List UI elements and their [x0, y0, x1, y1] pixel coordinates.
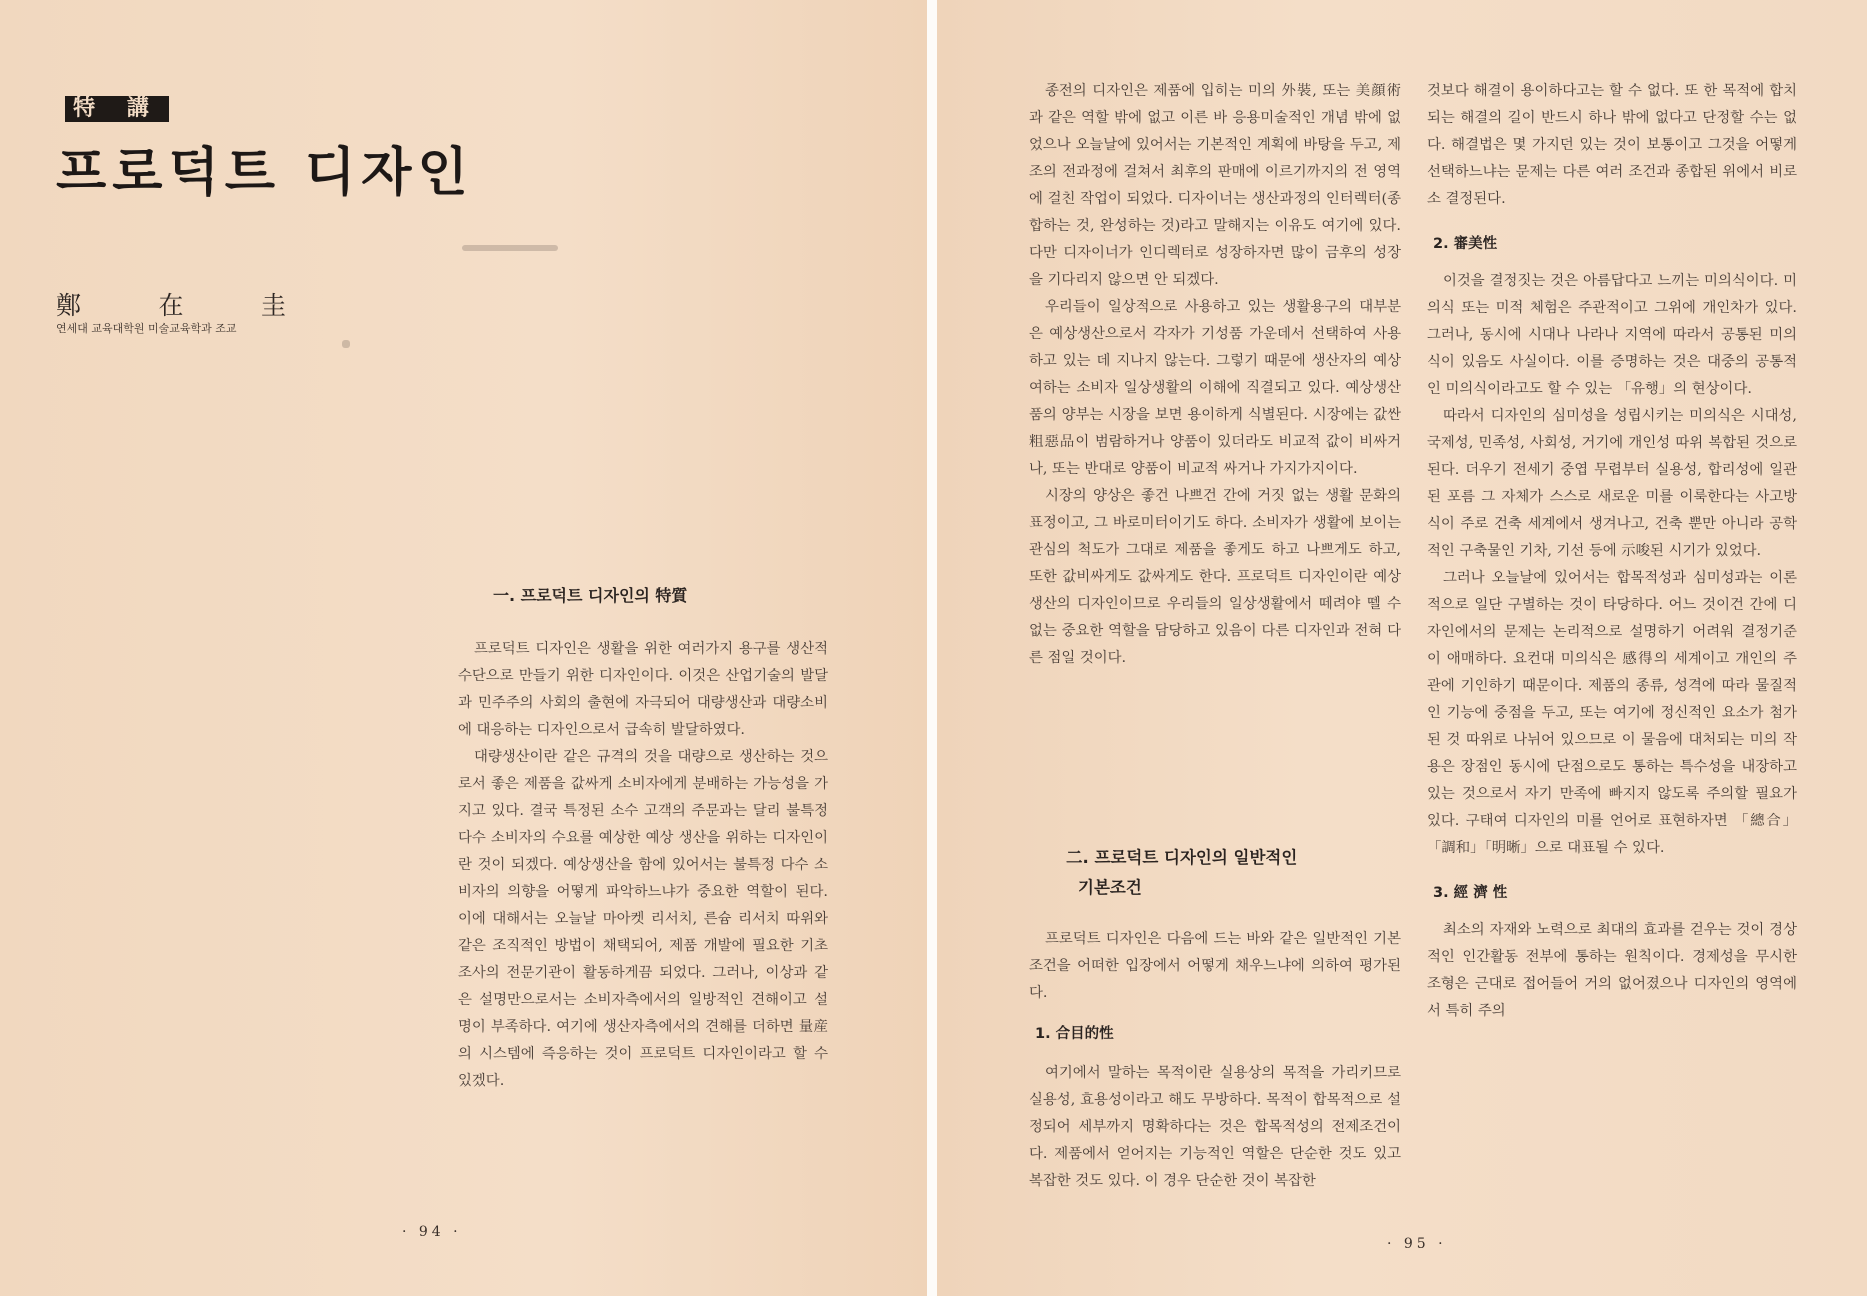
right-column-2 — [1427, 78, 1797, 1025]
subsection-heading: 2. 審美性 — [1433, 236, 1498, 252]
paragraph: 종전의 디자인은 제품에 입히는 미의 外裝, 또는 美顔術과 같은 역할 밖에 없고 이른 바 응용미술적인 개념 밖에 없었으나 오늘날에 있어서는 기본적인 계획에 바탕을 두고, 제조의 전과정에 걸쳐서 최후의 판매에 이르기까지의 전 영역에 걸친 작업이 되었다. 디자이너는 생산과정의 인터렉터(종합하는 것, 완성하는 것)라고 말해지는 이유도 여기에 있다. 다만 디자이너가 인디렉터로 성장하자면 많이 금후의 성장을 기다리지 않으면 안 되겠다. — [1029, 83, 1401, 288]
left-page — [0, 0, 927, 1296]
author-char: 鄭 — [56, 291, 82, 320]
right-page — [937, 0, 1867, 1296]
section-heading-line: 기본조건 — [1078, 878, 1142, 897]
print-smudge — [462, 245, 558, 251]
book-gutter — [927, 0, 937, 1296]
right-column-1-lower — [1029, 926, 1401, 1195]
paragraph: 우리들이 일상적으로 사용하고 있는 생활용구의 대부분은 예상생산으로서 각자가 기성품 가운데서 선택하여 사용하고 있는 데 지나지 않는다. 그렇기 때문에 생산자의 예상 여하는 소비자 일상생활의 이해에 직결되고 있다. 예상생산품의 양부는 시장을 보면 용이하게 식별된다. 시장에는 값싼 粗惡品이 범람하거나 양품이 있더라도 비교적 값이 비싸거나, 또는 반대로 양품이 비교적 싸거나 가지가지이다. — [1029, 299, 1401, 477]
section-heading-line: 二. 프로덕트 디자인의 일반적인 — [1066, 848, 1298, 867]
right-column-1 — [1029, 78, 1401, 672]
subsection-heading: 1. 合目的性 — [1035, 1026, 1114, 1042]
author-char: 圭 — [260, 291, 286, 320]
paragraph: 것보다 해결이 용이하다고는 할 수 없다. 또 한 목적에 합치되는 해결의 길이 반드시 하나 밖에 없다고 단정할 수는 없다. 해결법은 몇 가지던 있는 것이 보통이고 그것을 어떻게 선택하느냐는 문제는 다른 여러 조건과 종합된 위에서 비로소 결정된다. — [1427, 83, 1797, 207]
paragraph: 프로덕트 디자인은 다음에 드는 바와 같은 일반적인 기본조건을 어떠한 입장에서 어떻게 채우느냐에 의하여 평가된다. — [1029, 931, 1401, 1001]
print-smudge — [342, 340, 350, 348]
section-heading — [1066, 843, 1297, 903]
paragraph: 이것을 결정짓는 것은 아름답다고 느끼는 미의식이다. 미의식 또는 미적 체험은 주관적이고 그위에 개인차가 있다. 그러나, 동시에 시대나 나라나 지역에 따라서 공통된 미의식이 있음도 사실이다. 이를 증명하는 것은 대중의 공통적인 미의식이라고도 할 수 있는 「유행」의 현상이다. — [1427, 273, 1797, 397]
paragraph: 따라서 디자인의 심미성을 성립시키는 미의식은 시대성, 국제성, 민족성, 사회성, 거기에 개인성 따위 복합된 것으로 된다. 더우기 전세기 중엽 무렵부터 실용성, 합리성에 일관된 포름 그 자체가 스스로 새로운 미를 이룩한다는 사고방식이 주로 건축 세계에서 생겨나고, 건축 뿐만 아니라 공학적인 구축물인 기차, 기선 등에 示唆된 시기가 있었다. — [1427, 408, 1797, 559]
paragraph: 그러나 오늘날에 있어서는 합목적성과 심미성과는 이론적으로 일단 구별하는 것이 타당하다. 어느 것이건 간에 디자인에서의 문제는 논리적으로 설명하기 어려워 결정기준이 애매하다. 요컨대 미의식은 感得의 세계이고 개인의 주관에 기인하기 때문이다. 제품의 종류, 성격에 따라 물질적인 기능에 중점을 두고, 또는 여기에 정신적인 요소가 첨가된 것 따위로 나뉘어 있으므로 이 물음에 대처되는 미의 작용은 장점인 동시에 단점으로도 통하는 특수성을 내장하고 있는 것으로서 자기 만족에 빠지지 않도록 주의할 필요가 있다. 구태여 디자인의 미를 언어로 표현하자면 「總合」「調和」「明晰」으로 대표될 수 있다. — [1427, 570, 1797, 856]
page-number: · 95 · — [1387, 1236, 1447, 1252]
article-title: 프로덕트 디자인 — [56, 143, 474, 203]
special-lecture-badge: 特 講 — [65, 96, 169, 122]
paragraph: 여기에서 말하는 목적이란 실용상의 목적을 가리키므로 실용성, 효용성이라고 해도 무방하다. 목적이 합목적으로 설정되어 세부까지 명확하다는 것은 합목적성의 전제조건이다. 제품에서 얻어지는 기능적인 역할은 단순한 것도 있고 복잡한 것도 있다. 이 경우 단순한 것이 복잡한 — [1029, 1065, 1401, 1189]
paragraph: 프로덕트 디자인은 생활을 위한 여러가지 용구를 생산적 수단으로 만들기 위한 디자인이다. 이것은 산업기술의 발달과 민주주의 사회의 출현에 자극되어 대량생산과 대량소비에 대응하는 디자인으로서 급속히 발달하였다. — [458, 641, 828, 738]
page-number: · 94 · — [402, 1224, 462, 1240]
subsection-heading: 3. 經 濟 性 — [1433, 885, 1508, 901]
paragraph: 대량생산이란 같은 규격의 것을 대량으로 생산하는 것으로서 좋은 제품을 값싸게 소비자에게 분배하는 가능성을 가지고 있다. 결국 특정된 소수 고객의 주문과는 달리 불특정 다수 소비자의 수요를 예상한 예상 생산을 위하는 디자인이란 것이 되겠다. 예상생산을 함에 있어서는 불특정 다수 소비자의 의향을 어떻게 파악하느냐가 중요한 역할이 된다. 이에 대해서는 오늘날 마아켓 리서치, 른슘 리서치 따위와 같은 조직적인 방법이 채택되어, 제품 개발에 필요한 기초 조사의 전문기관이 활동하게끔 되었다. 그러나, 이상과 같은 설명만으로서는 소비자측에서의 일방적인 견해이고 설명이 부족하다. 여기에 생산자측에서의 견해를 더하면 量産의 시스템에 즉응하는 것이 프로덕트 디자인이라고 할 수 있겠다. — [458, 749, 828, 1089]
paragraph: 시장의 양상은 좋건 나쁘건 간에 거짓 없는 생활 문화의 표정이고, 그 바로미터이기도 하다. 소비자가 생활에 보이는 관심의 척도가 그대로 제품을 좋게도 하고 나쁘게도 하고, 또한 값비싸게도 값싸게도 한다. 프로덕트 디자인이란 예상생산의 디자인이므로 우리들의 일상생활에서 떼려야 뗄 수 없는 중요한 역할을 담당하고 있음이 다른 디자인과 전혀 다른 점일 것이다. — [1029, 488, 1401, 666]
author-name — [56, 286, 286, 322]
author-affiliation: 연세대 교육대학원 미술교육학과 조교 — [56, 322, 237, 335]
left-body-column — [458, 636, 828, 1095]
paragraph: 최소의 자재와 노력으로 최대의 효과를 걷우는 것이 경상적인 인간활동 전부에 통하는 원칙이다. 경제성을 무시한 조형은 근대로 접어들어 거의 없어졌으나 디자인의 영역에서 특히 주의 — [1427, 922, 1797, 1019]
section-heading: 一. 프로덕트 디자인의 特質 — [493, 586, 688, 605]
author-char: 在 — [158, 291, 184, 320]
